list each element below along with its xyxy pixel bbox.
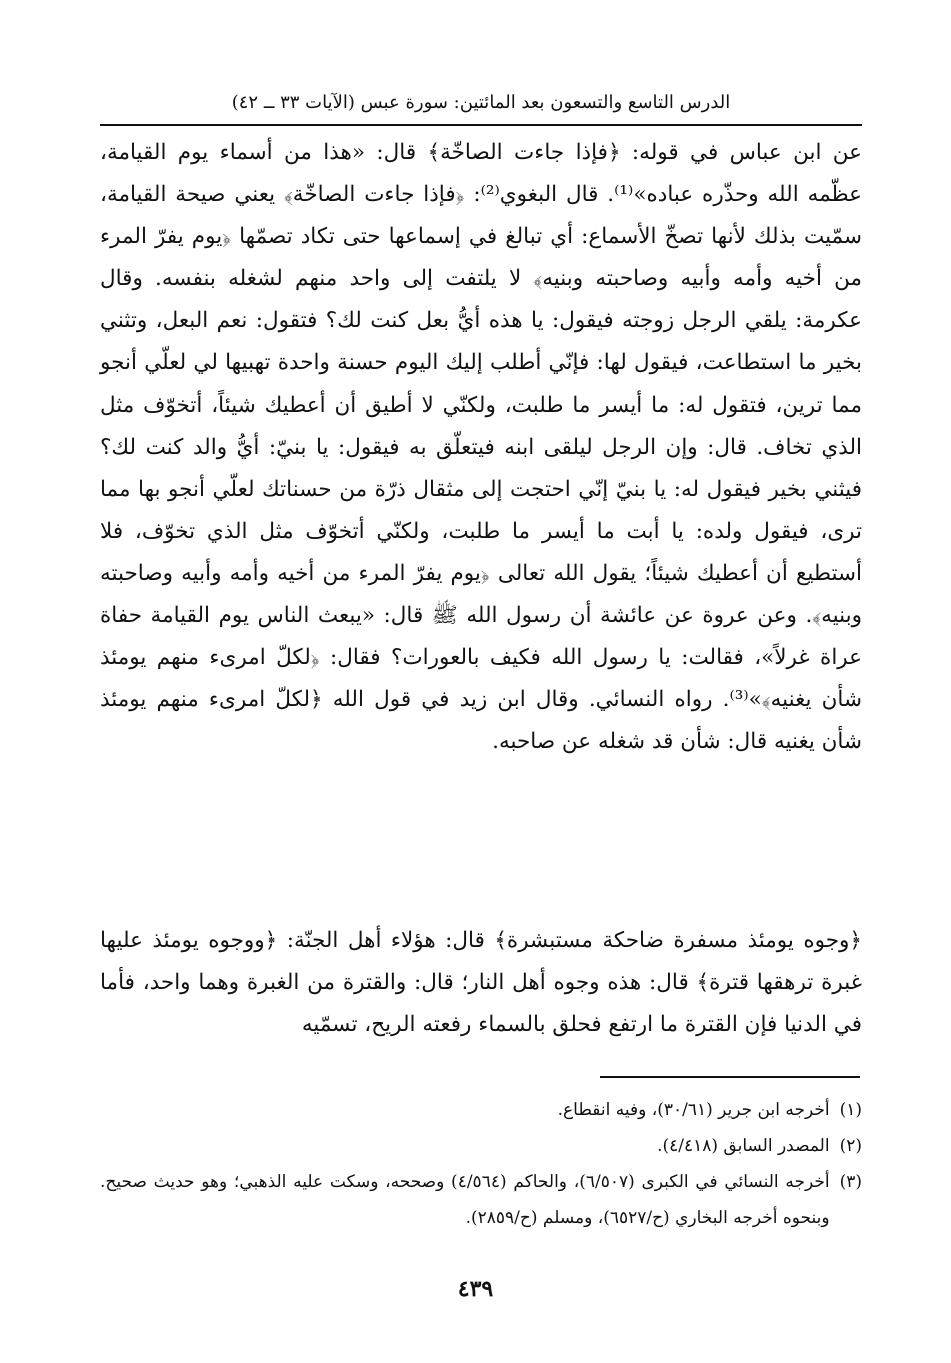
footnote-divider bbox=[600, 1076, 860, 1078]
page-number: ٤٣٩ bbox=[457, 1276, 494, 1302]
main-text-continued bbox=[100, 920, 862, 1046]
footnote-3 bbox=[100, 1164, 862, 1236]
footnote-number: (٣) bbox=[839, 1172, 862, 1192]
footnote-text: المصدر السابق (٤/٤١٨). bbox=[657, 1136, 830, 1156]
header-title: الدرس التاسع والتسعون بعد المائتين: سورة عبس (الآيات ٣٣ ــ ٤٢) bbox=[231, 92, 731, 113]
footnote-1 bbox=[100, 1092, 862, 1128]
footnote-2 bbox=[100, 1128, 862, 1164]
running-header bbox=[100, 88, 862, 126]
footnote-text: أخرجه النسائي في الكبرى (٦/٥٠٧)، والحاكم (٤/٥٦٤) وصححه، وسكت عليه الذهبي؛ وهو حديث صحيح. وبنحوه أخرجه البخاري (ح/٦٥٢٧)، ومسلم (ح/٢٨٥٩). bbox=[100, 1172, 830, 1228]
footnote-text: أخرجه ابن جرير (٣٠/٦١)، وفيه انقطاع. bbox=[557, 1100, 830, 1120]
paragraph: ﴿وجوه يومئذ مسفرة ضاحكة مستبشرة﴾ قال: هؤلاء أهل الجنّة: ﴿ووجوه يومئذ عليها غبرة ترهقها قترة﴾ قال: هذه وجوه أهل النار؛ قال: والقترة من الغبرة وهما واحد، فأما في الدنيا فإن القترة ما ارتفع فحلق بالسماء رفعته الريح، تسمّيه bbox=[100, 928, 862, 1037]
footnotes bbox=[100, 1092, 862, 1236]
footnote-number: (١) bbox=[839, 1100, 862, 1120]
paragraph: عن ابن عباس في قوله: ﴿فإذا جاءت الصاخّة﴾ قال: «هذا من أسماء يوم القيامة، عظّمه الله وحذّره عباده»⁽¹⁾. قال البغوي⁽²⁾: ﴿فإذا جاءت الصاخّة﴾ يعني صيحة القيامة، سمّيت بذلك لأنها تصخّ الأسماع: أي تبالغ في إسماعها حتى تكاد تصمّها ﴿يوم يفرّ المرء من أخيه وأمه وأبيه وصاحبته وبنيه﴾ لا يلتفت إلى واحد منهم لشغله بنفسه. وقال عكرمة: يلقي الرجل زوجته فيقول: يا هذه أيُّ بعل كنت لك؟ فتقول: نعم البعل، وتثني بخير ما استطاعت، فيقول لها: فإنّي أطلب إليك اليوم حسنة واحدة تهبيها لي لعلّي أنجو مما ترين، فتقول له: ما أيسر ما طلبت، ولكنّي لا أطيق أن أعطيك شيئاً، أتخوّف مثل الذي تخاف. قال: وإن الرجل ليلقى ابنه فيتعلّق به فيقول: يا بنيّ: أيُّ والد كنت لك؟ فيثني بخير فيقول له: يا بنيّ إنّي احتجت إلى مثقال ذرّة من حسناتك لعلّي أنجو بها مما ترى، فيقول ولده: يا أبت ما أيسر ما طلبت، ولكنّي أتخوّف مثل الذي تخوّف، فلا أستطيع أن أعطيك شيئاً؛ يقول الله تعالى ﴿يوم يفرّ المرء من أخيه وأمه وأبيه وصاحبته وبنيه﴾. وعن عروة عن عائشة أن رسول الله ﷺ قال: «يبعث الناس يوم القيامة حفاة عراة غرلاً»، فقالت: يا رسول الله فكيف بالعورات؟ فقال: ﴿لكلّ امرىء منهم يومئذ شأن يغنيه﴾»⁽³⁾. رواه النسائي. وقال ابن زيد في قول الله ﴿لكلّ امرىء منهم يومئذ شأن يغنيه قال: شأن قد شغله عن صاحبه. bbox=[100, 140, 862, 755]
main-text bbox=[100, 132, 862, 763]
footnote-number: (٢) bbox=[839, 1136, 862, 1156]
